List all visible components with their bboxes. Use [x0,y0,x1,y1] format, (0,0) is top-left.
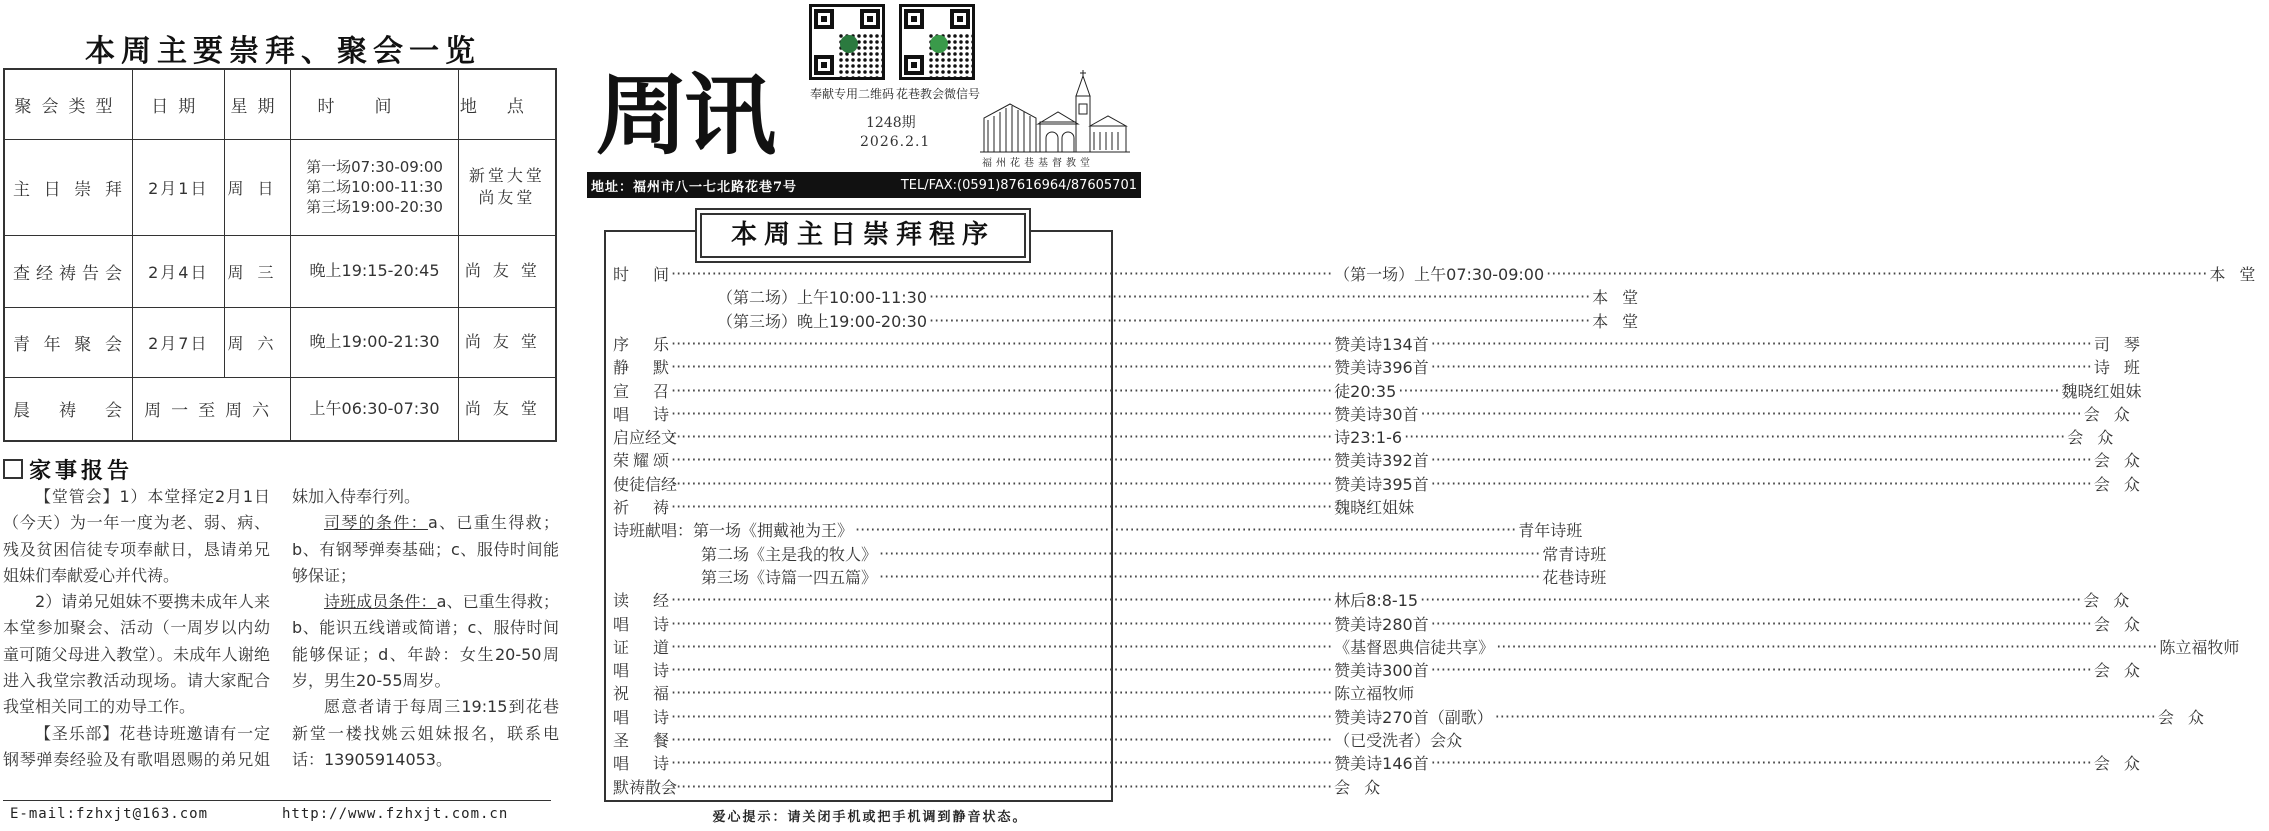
program-role: 本堂 [1592,288,1653,308]
program-key: 唱诗 [613,404,669,424]
program-line [613,658,2154,681]
report-text: a、已重生得救；b、有钢琴弹奏基础；c、服侍时间能够保证； [292,513,559,585]
program-role: 陈立福牧师 [1334,684,1415,704]
row-date: 2月1日 [132,139,224,235]
program-role: 魏晓红姐妹 [1334,498,1415,517]
program-value: 第二场《主是我的牧人》 [701,544,878,564]
program-line [613,402,2144,425]
program-line [613,448,2154,471]
program-key: 读经 [613,591,669,611]
wechat-qr-code [899,4,975,80]
report-paragraph: 愿意者请于每周三19:15到花巷新堂一楼找姚云姐妹报名，联系电话：13905914053。 [292,697,559,769]
program-line [613,262,2269,285]
dot-leader [671,497,1332,516]
report-title: 家事报告 [29,457,134,484]
program-key: 证道 [613,637,669,657]
row-time [291,139,458,235]
program-key: 祝福 [613,684,669,704]
address-bar [587,172,1141,198]
report-paragraph [292,510,559,589]
dept-tag: 【圣乐部】 [35,723,120,743]
dot-leader [1431,357,2092,376]
program-line [613,588,2144,611]
program-value: 赞美诗30首 [1334,404,1419,424]
row-type: 查经祷告会 [4,235,132,307]
dot-leader [671,264,1332,283]
program-role: 会众 [1334,777,1395,797]
dot-leader [671,381,1332,400]
program-key: 使徒信经 [613,474,678,494]
table-row [4,235,556,307]
dot-leader [1431,660,2092,679]
program-line [613,379,2142,402]
dot-leader [879,544,1540,563]
program-line [613,775,1395,798]
dot-leader [671,730,1332,749]
dot-leader [671,474,1332,493]
dot-leader [1546,264,2207,283]
row-weekday: 周日 [224,139,291,235]
program-value: 赞美诗392首 [1334,451,1429,471]
program-key: 默祷散会 [613,777,678,797]
dot-leader [1431,753,2092,772]
row-time: 晚上19:00-21:30 [291,307,458,377]
header-time: 时间 [291,69,458,139]
header-date: 日期 [132,69,224,139]
row-time: 晚上19:15-20:45 [291,235,458,307]
program-line [613,332,2154,355]
row-time: 上午06:30-07:30 [291,377,458,441]
report-body [3,484,559,796]
program-role: 魏晓红姐妹 [2061,381,2142,401]
program-line [613,612,2154,635]
dot-leader [671,707,1332,726]
donation-qr-code [809,4,885,80]
bottom-tip: 爱心提示：请关闭手机或把手机调到静音状态。 [712,810,1028,825]
dot-leader [1404,427,2065,446]
program-line [717,309,1653,332]
schedule-header-row [4,69,556,139]
dot-leader [671,683,1332,702]
program-line [613,705,2218,728]
program-value: 赞美诗270首（副歌） [1334,707,1493,727]
qr1-caption: 奉献专用二维码 [810,87,895,101]
program-value: 第一场《拥戴祂为王》 [693,521,854,541]
program-role: 本堂 [1592,311,1653,331]
row-weekday: 周六 [224,307,291,377]
program-key: 荣耀颂 [613,451,669,471]
table-row [4,377,556,441]
program-value: 赞美诗134首 [1334,334,1429,354]
program-key: 唱诗 [613,754,669,774]
program-role: 会众 [2093,754,2154,774]
program-key: 祈祷 [613,498,669,517]
program-role: 常青诗班 [1542,544,1607,564]
report-heading [3,455,133,483]
dot-leader [671,427,1332,446]
program-key: 唱诗 [613,614,669,634]
dot-leader [671,334,1332,353]
program-key: 唱诗 [613,661,669,681]
dot-leader [1398,381,2059,400]
dot-leader [671,777,1332,796]
dot-leader [1431,474,2092,493]
program-line [613,472,2154,495]
church-name: 福州花巷基督教堂 [982,158,1094,169]
checkbox-square-icon [3,459,23,479]
program-role: 会众 [2083,591,2144,611]
program-value: （第三场）晚上19:00-20:30 [717,311,927,331]
schedule-table [3,68,557,442]
program-role: 会众 [2093,451,2154,471]
tel-fax: TEL/FAX:(0591)87616964/87605701 [900,177,1137,193]
program-key: 静默 [613,358,669,378]
program-key: 时间 [613,265,669,284]
program-line [613,495,1415,518]
program-key: 序乐 [613,334,669,354]
program-value: 徒20:35 [1334,381,1397,401]
dot-leader [671,753,1332,772]
program-value: 赞美诗146首 [1334,754,1429,774]
table-row [4,139,556,235]
report-paragraph [292,589,559,694]
dot-leader [1496,637,2157,656]
report-paragraph: 2）请弟兄姐妹不要携未成年人来本堂参加聚会、活动（一周岁以内幼童可随父母进入教堂）。未成年人谢绝进入我堂宗教活动现场。请大家配合我堂相关同工的劝导工作。 [3,592,270,717]
program-line [613,355,2154,378]
dot-leader [1431,614,2092,633]
table-row [4,307,556,377]
program-line [613,425,2128,448]
program-role: 青年诗班 [1518,521,1583,541]
program-role: 会众 [2093,661,2154,681]
condition-label: 诗班成员条件： [324,592,437,612]
program-title: 本周主日崇拜程序 [700,213,1026,258]
location-line: 新堂大堂 [468,166,545,185]
row-location [458,139,556,235]
program-line [701,565,1607,588]
program-line [717,285,1653,308]
row-date-span: 周一至周六 [132,377,290,441]
program-value: （第二场）上午10:00-11:30 [717,288,927,308]
schedule-title: 本周主要崇拜、聚会一览 [85,34,481,69]
row-location: 尚友堂 [458,377,556,441]
row-location: 尚友堂 [458,307,556,377]
program-line [613,728,1463,751]
dept-tag: 【堂管会】 [35,487,120,506]
header-location: 地点 [458,69,556,139]
dot-leader [1420,590,2081,609]
dot-leader [671,660,1332,679]
program-key: 启应经文 [613,428,678,448]
issue-date: 2026.2.1 [860,134,931,150]
dot-leader [1421,404,2082,423]
program-role: 诗班 [2093,358,2154,378]
dot-leader [671,590,1332,609]
condition-label: 司琴的条件： [324,513,428,533]
program-key: 诗班献唱： [613,521,694,541]
dot-leader [671,637,1332,656]
program-role: 陈立福牧师 [2159,637,2240,657]
program-key: 宣召 [613,381,669,401]
program-line [613,518,1583,541]
row-type: 青年聚会 [4,307,132,377]
dot-leader [929,287,1590,306]
program-value: 赞美诗396首 [1334,358,1429,378]
dot-leader [879,567,1540,586]
report-text: 1）本堂择定2月1日（今天）为一年一度为老、弱、病、残及贫困信徒专项奉献日，恳请弟兄姐妹们奉献爱心并代祷。 [3,487,270,585]
header-type: 聚会类型 [4,69,132,139]
church-building-icon [980,70,1130,154]
time-line: 第三场19:00-20:30 [306,198,443,216]
dot-leader [1495,707,2156,726]
row-date: 2月4日 [132,235,224,307]
program-key: 圣餐 [613,731,669,750]
program-value: 林后8:8-15 [1334,591,1419,611]
issue-number: 1248期 [866,115,916,131]
footer-divider [3,800,551,801]
program-role: 司琴 [2093,334,2154,354]
program-value: 第三场《诗篇一四五篇》 [701,567,878,587]
program-value: 赞美诗280首 [1334,614,1429,634]
program-value: 赞美诗395首 [1334,474,1429,494]
qr2-caption: 花巷教会微信号 [896,87,981,101]
dot-leader [1431,334,2092,353]
location-line: 尚友堂 [478,188,536,207]
program-value: 《基督恩典信徒共享》 [1334,637,1495,657]
row-weekday: 周三 [224,235,291,307]
program-role: 本堂 [2209,265,2269,284]
program-line [613,635,2240,658]
program-line [613,681,1415,704]
program-role: 会众 [2067,428,2128,448]
footer-email[interactable]: E-mail:fzhxjt@163.com [10,806,209,822]
row-type: 主日崇拜 [4,139,132,235]
dot-leader [671,614,1332,633]
row-type: 晨祷会 [4,377,132,441]
dot-leader [671,450,1332,469]
time-line: 第二场10:00-11:30 [306,178,443,196]
header-weekday: 星期 [224,69,291,139]
program-line [701,542,1607,565]
program-line [613,751,2154,774]
dot-leader [671,357,1332,376]
program-role: 花巷诗班 [1542,567,1607,587]
report-text: 花巷诗班邀请有一定钢琴弹奏经验及有歌唱恩赐的弟兄姐妹加入侍奉行列。 [3,487,421,769]
footer-url[interactable]: http://www.fzhxjt.com.cn [282,806,509,822]
masthead-title: 周讯 [595,63,773,167]
program-value: 诗23:1-6 [1334,428,1403,448]
program-role: 会众 [2093,614,2154,634]
row-location: 尚友堂 [458,235,556,307]
report-paragraph [3,484,270,589]
row-date: 2月7日 [132,307,224,377]
dot-leader [929,311,1590,330]
program-key: 唱诗 [613,707,669,727]
program-value: 赞美诗300首 [1334,661,1429,681]
program-role: （已受洗者）会众 [1334,731,1463,750]
time-line: 第一场07:30-09:00 [306,158,443,176]
address: 地址：福州市八一七北路花巷7号 [591,179,798,195]
program-role: 会众 [2083,404,2144,424]
program-value: （第一场）上午07:30-09:00 [1334,265,1545,284]
dot-leader [671,404,1332,423]
report-text: a、已重生得救；b、能识五线谱或简谱；c、服侍时间能够保证；d、年龄：女生20-50周岁，男生20-55周岁。 [292,592,559,691]
program-role: 会众 [2093,474,2154,494]
dot-leader [1431,450,2092,469]
dot-leader [855,520,1516,539]
program-role: 会众 [2157,707,2218,727]
